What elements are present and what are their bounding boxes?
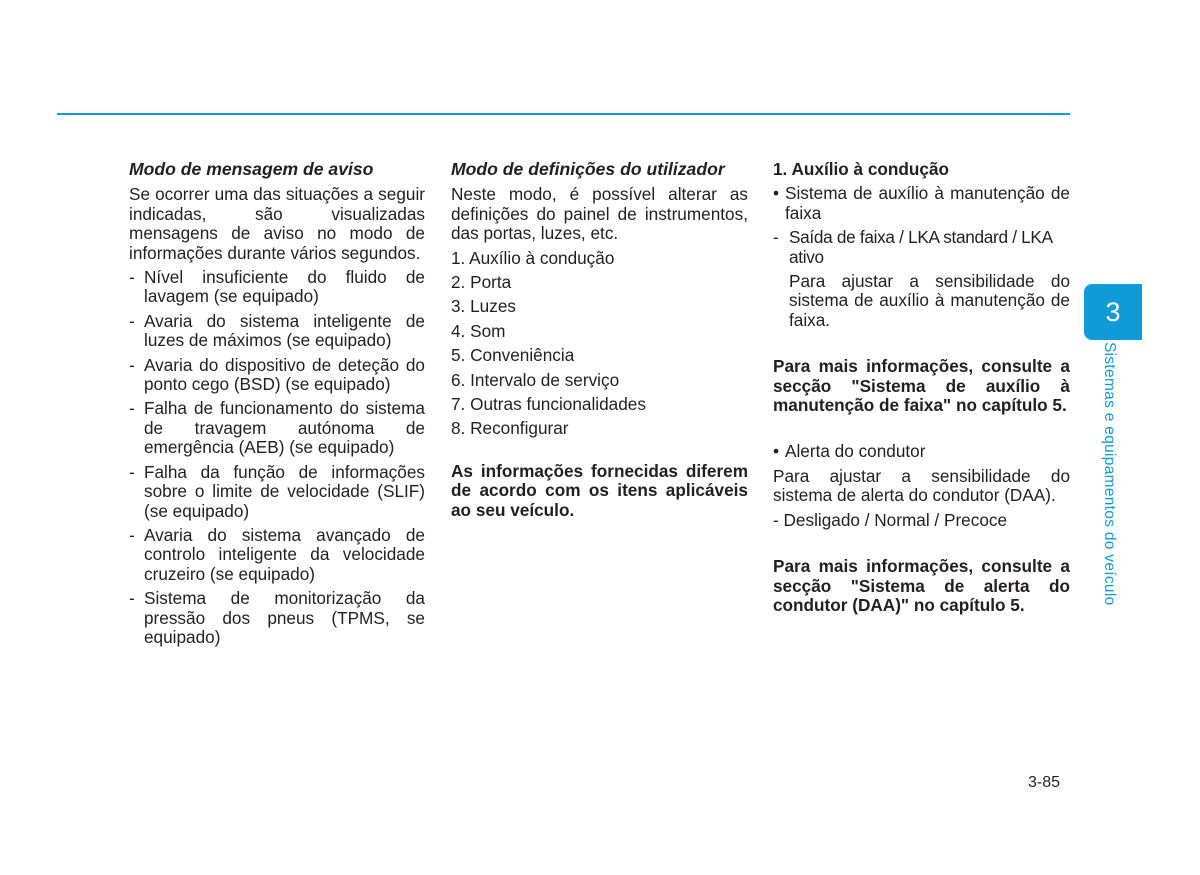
settings-list [451,249,748,439]
daa-option: - Desligado / Normal / Precoce [773,509,1008,530]
list-item: - Avaria do sistema inteligente de luzes de máximos (se equipado) [129,312,425,351]
list-item: 1. Auxílio à condução [451,247,615,268]
lka-note: Para mais informações, consulte a secção "Sistema de auxílio à manutenção de faixa" no capítulo 5. [773,356,1070,416]
column-user-settings [451,160,748,520]
list-item: 5. Conveniência [451,345,575,366]
lka-bullet [773,184,1070,223]
list-item: - Nível insuficiente do fluido de lavagem (se equipado) [129,268,425,307]
chapter-title-wrap [1100,342,1124,617]
daa-description: Para ajustar a sensibilidade do sistema de alerta do condutor (DAA). [773,465,1070,506]
list-item: - Avaria do sistema avançado de controlo inteligente da velocidade cruzeiro (se equipado) [129,526,425,584]
list-item: 8. Reconfigurar [451,418,569,439]
lka-description: Para ajustar a sensibilidade do sistema de auxílio à manutenção de faixa. [789,271,1070,330]
warning-list [129,268,425,647]
user-settings-intro: Neste modo, é possível alterar as definições do painel de instrumentos, das portas, luzes, etc. [451,184,748,244]
list-item: - Sistema de monitorização da pressão dos pneus (TPMS, se equipado) [129,589,425,647]
bullet-icon: • [773,441,780,462]
daa-bullet-text: Alerta do condutor [785,441,926,462]
daa-note: Para mais informações, consulte a secção "Sistema de alerta do condutor (DAA)" no capítulo 5. [773,556,1070,615]
list-item: 3. Luzes [451,296,516,317]
bullet-icon: • [773,183,780,204]
list-item: - Falha de funcionamento do sistema de travagem autónoma de emergência (AEB) (se equipado) [129,399,425,457]
lka-option [773,228,1070,267]
list-item: 6. Intervalo de serviço [451,369,620,390]
list-item: 4. Som [451,320,506,341]
list-item: 2. Porta [451,272,512,293]
daa-bullet [773,442,1070,461]
list-item: - Avaria do dispositivo de deteção do ponto cego (BSD) (se equipado) [129,356,425,395]
list-item: 7. Outras funcionalidades [451,394,646,415]
section-heading-warning-mode: Modo de mensagem de aviso [129,159,374,179]
page-number: 3-85 [1028,774,1061,791]
header-rule [57,113,1070,115]
information-note: As informações fornecidas diferem de acordo com os itens aplicáveis ao seu veículo. [451,460,748,520]
chapter-number-tab: 3 [1084,284,1142,340]
section-heading-user-settings: Modo de definições do utilizador [451,159,725,179]
driving-assist-title: 1. Auxílio à condução [773,159,950,179]
lka-bullet-text: Sistema de auxílio à manutenção de faixa [785,183,1070,223]
warning-mode-intro: Se ocorrer uma das situações a seguir indicadas, são visualizadas mensagens de aviso no modo de informações durante vários segundos. [129,184,425,263]
list-item: - Falha da função de informações sobre o limite de velocidade (SLIF) (se equipado) [129,463,425,521]
column-warning-mode [129,160,425,652]
chapter-title: Sistemas e equipamentos do veículo [1101,342,1118,606]
lka-option-text: Saída de faixa / LKA standard / LKA ativo [789,227,1052,267]
column-driving-assist [773,160,1070,615]
